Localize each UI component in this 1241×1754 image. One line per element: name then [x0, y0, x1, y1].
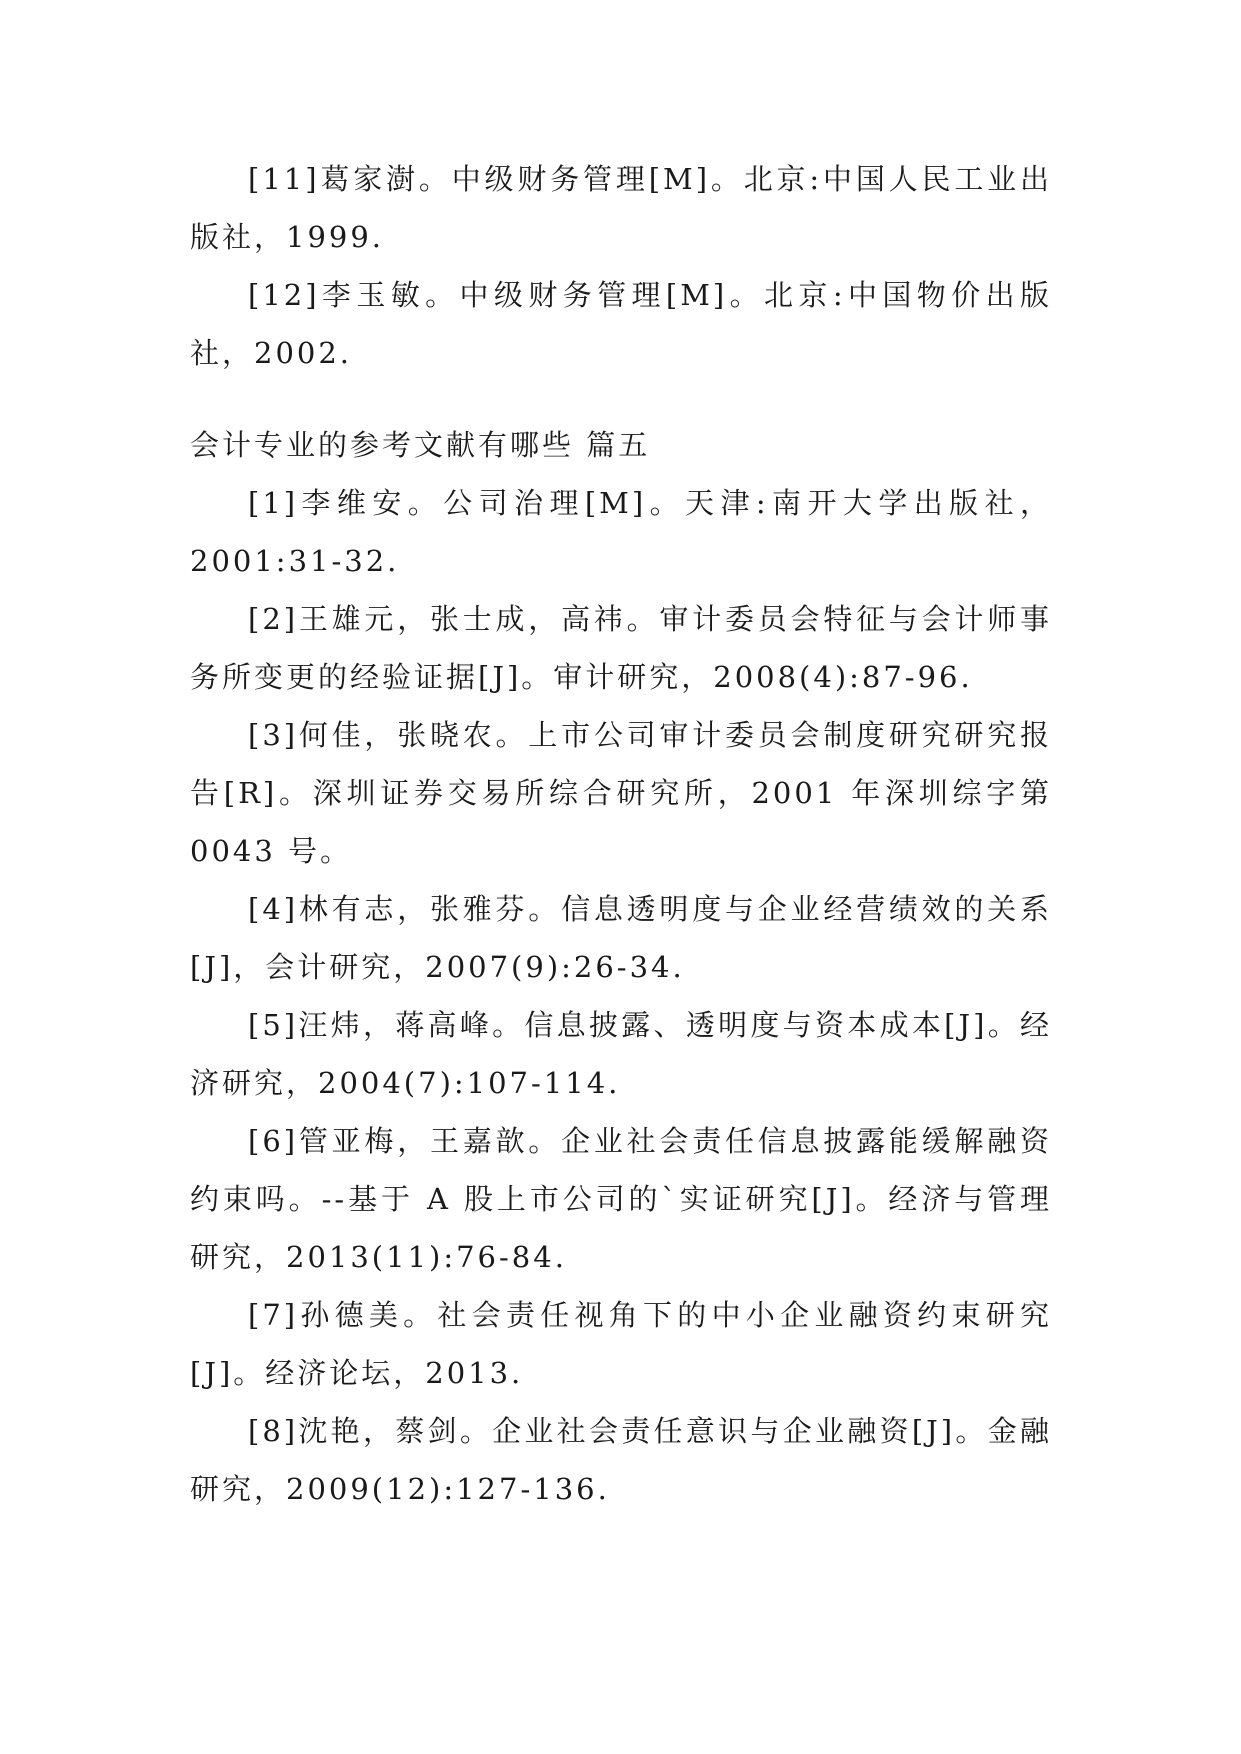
reference-entry-11: [11]葛家澍。中级财务管理[M]。北京:中国人民工业出版社，1999.: [190, 162, 1052, 254]
document-page: [190, 150, 1052, 1518]
reference-entry-8: [8]沈艳，蔡剑。企业社会责任意识与企业融资[J]。金融研究，2009(12):127-136.: [190, 1414, 1052, 1506]
reference-entry-7: [7]孙德美。社会责任视角下的中小企业融资约束研究[J]。经济论坛，2013.: [190, 1298, 1052, 1390]
reference-entry-5: [5]汪炜，蒋高峰。信息披露、透明度与资本成本[J]。经济研究，2004(7):107-114.: [190, 1008, 1052, 1100]
reference-entry-4: [4]林有志，张雅芬。信息透明度与企业经营绩效的关系[J]，会计研究，2007(9):26-34.: [190, 892, 1052, 984]
reference-entry-1: [1]李维安。公司治理[M]。天津:南开大学出版社，2001:31-32.: [190, 486, 1052, 578]
section-title: 会计专业的参考文献有哪些 篇五: [190, 428, 651, 462]
reference-entry-2: [2]王雄元，张士成，高祎。审计委员会特征与会计师事务所变更的经验证据[J]。审计研究，2008(4):87-96.: [190, 602, 1052, 694]
reference-entry-12: [12]李玉敏。中级财务管理[M]。北京:中国物价出版社，2002.: [190, 278, 1052, 370]
reference-entry-3: [3]何佳，张晓农。上市公司审计委员会制度研究研究报告[R]。深圳证券交易所综合研究所，2001 年深圳综字第 0043 号。: [190, 718, 1052, 868]
reference-entry-6: [6]管亚梅，王嘉歆。企业社会责任信息披露能缓解融资约束吗。--基于 A 股上市公司的`实证研究[J]。经济与管理研究，2013(11):76-84.: [190, 1124, 1052, 1274]
